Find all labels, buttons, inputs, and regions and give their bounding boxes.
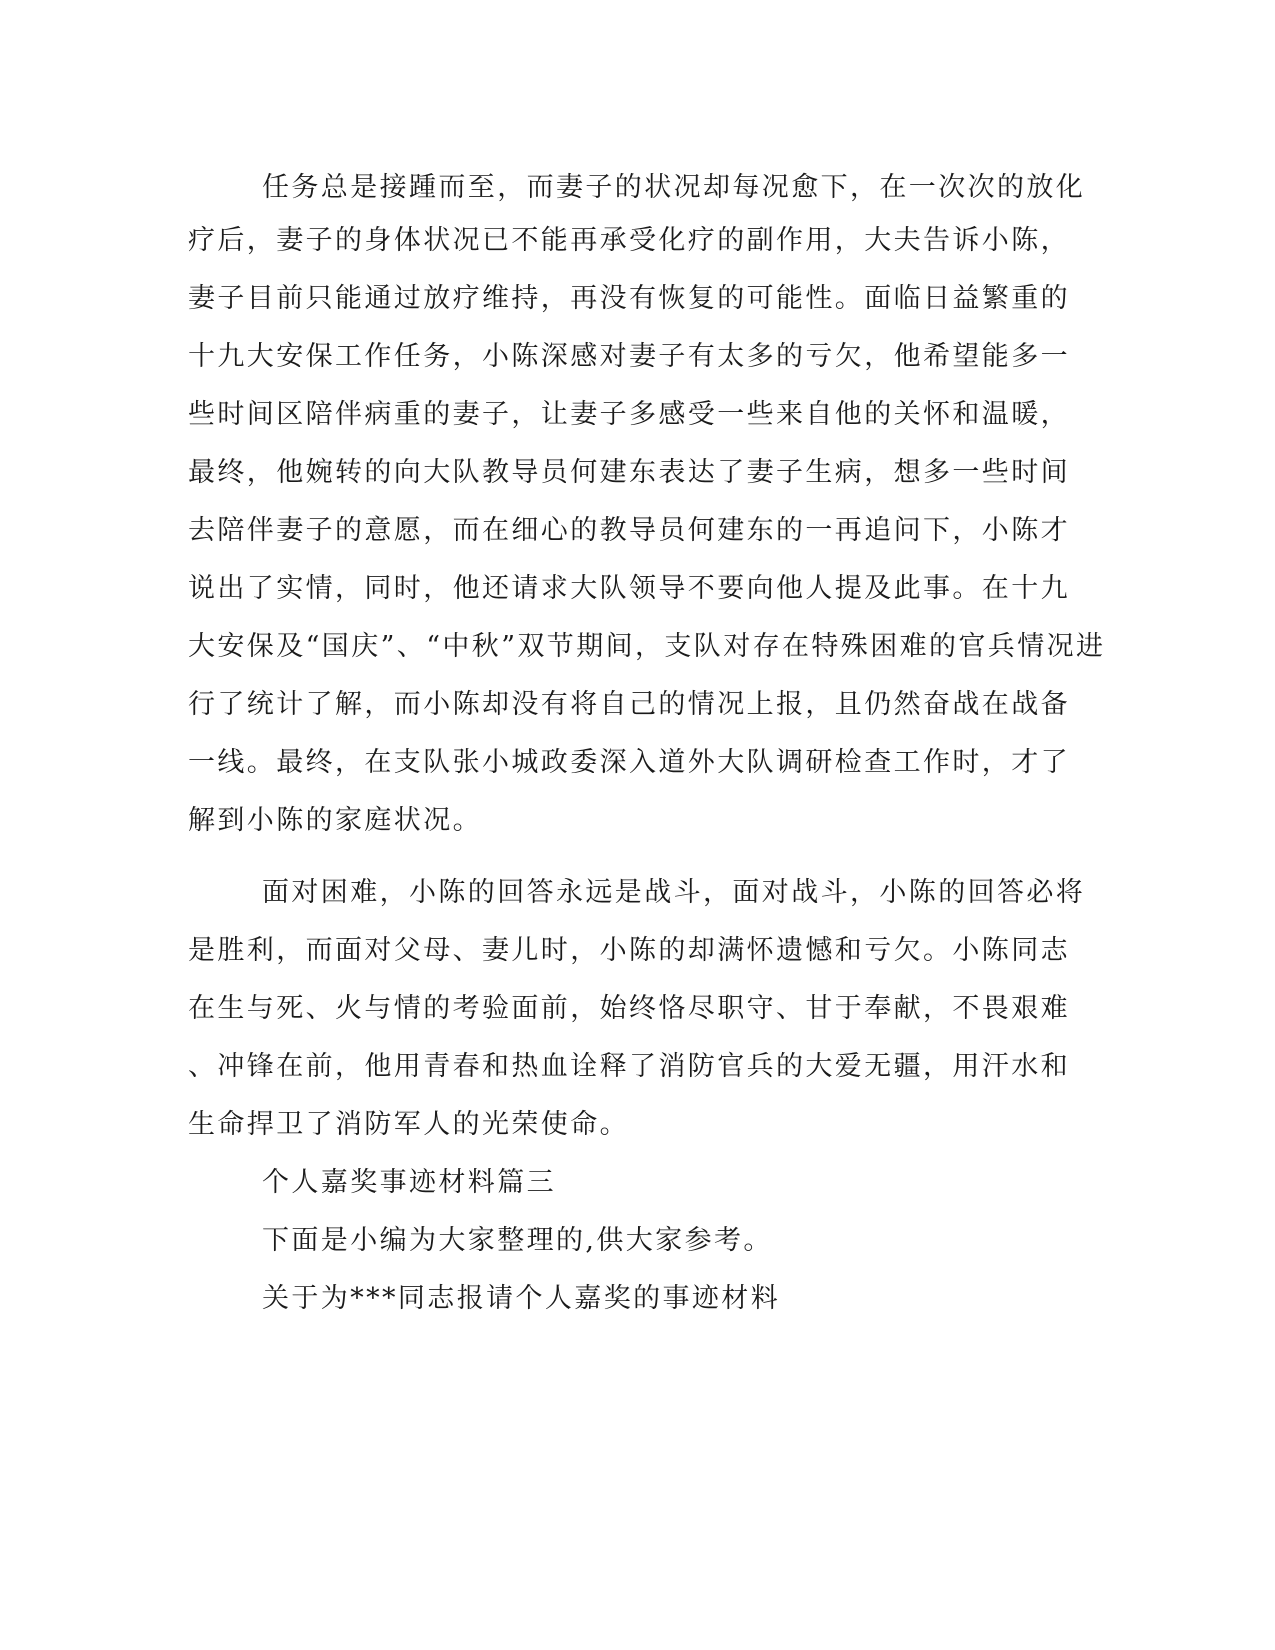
intro-text: 下面是小编为大家整理的,供大家参考。 — [262, 1225, 773, 1256]
paragraph-2-line-1: 面对困难，小陈的回答永远是战斗，面对战斗，小陈的回答必将 — [262, 877, 1086, 908]
paragraph-1-line-9: 大安保及“国庆”、“中秋”双节期间，支队对存在特殊困难的官兵情况进 — [188, 631, 1106, 662]
paragraph-1-line-4: 十九大安保工作任务，小陈深感对妻子有太多的亏欠，他希望能多一 — [188, 341, 1070, 372]
paragraph-1-line-2: 疗后，妻子的身体状况已不能再承受化疗的副作用，大夫告诉小陈， — [188, 225, 1070, 256]
paragraph-1-line-8: 说出了实情，同时，他还请求大队领导不要向他人提及此事。在十九 — [188, 573, 1070, 604]
paragraph-2-line-2: 是胜利，而面对父母、妻儿时，小陈的却满怀遗憾和亏欠。小陈同志 — [188, 935, 1070, 966]
paragraph-1-line-3: 妻子目前只能通过放疗维持，再没有恢复的可能性。面临日益繁重的 — [188, 283, 1070, 314]
section-heading: 个人嘉奖事迹材料篇三 — [262, 1167, 556, 1198]
paragraph-1-line-12: 解到小陈的家庭状况。 — [188, 805, 482, 836]
document-subtitle: 关于为***同志报请个人嘉奖的事迹材料 — [262, 1283, 781, 1314]
paragraph-1-line-7: 去陪伴妻子的意愿，而在细心的教导员何建东的一再追问下，小陈才 — [188, 515, 1070, 546]
paragraph-1-line-6: 最终，他婉转的向大队教导员何建东表达了妻子生病，想多一些时间 — [188, 457, 1070, 488]
paragraph-1-line-11: 一线。最终，在支队张小城政委深入道外大队调研检查工作时，才了 — [188, 747, 1070, 778]
paragraph-2-line-5: 生命捍卫了消防军人的光荣使命。 — [188, 1109, 629, 1140]
paragraph-1-line-1: 任务总是接踵而至，而妻子的状况却每况愈下，在一次次的放化 — [262, 172, 1086, 203]
paragraph-2-line-3: 在生与死、火与情的考验面前，始终恪尽职守、甘于奉献，不畏艰难 — [188, 993, 1070, 1024]
paragraph-1-line-10: 行了统计了解，而小陈却没有将自己的情况上报，且仍然奋战在战备 — [188, 689, 1070, 720]
paragraph-2-line-4: 、冲锋在前，他用青春和热血诠释了消防官兵的大爱无疆，用汗水和 — [188, 1051, 1070, 1082]
paragraph-1-line-5: 些时间区陪伴病重的妻子，让妻子多感受一些来自他的关怀和温暖， — [188, 399, 1070, 430]
